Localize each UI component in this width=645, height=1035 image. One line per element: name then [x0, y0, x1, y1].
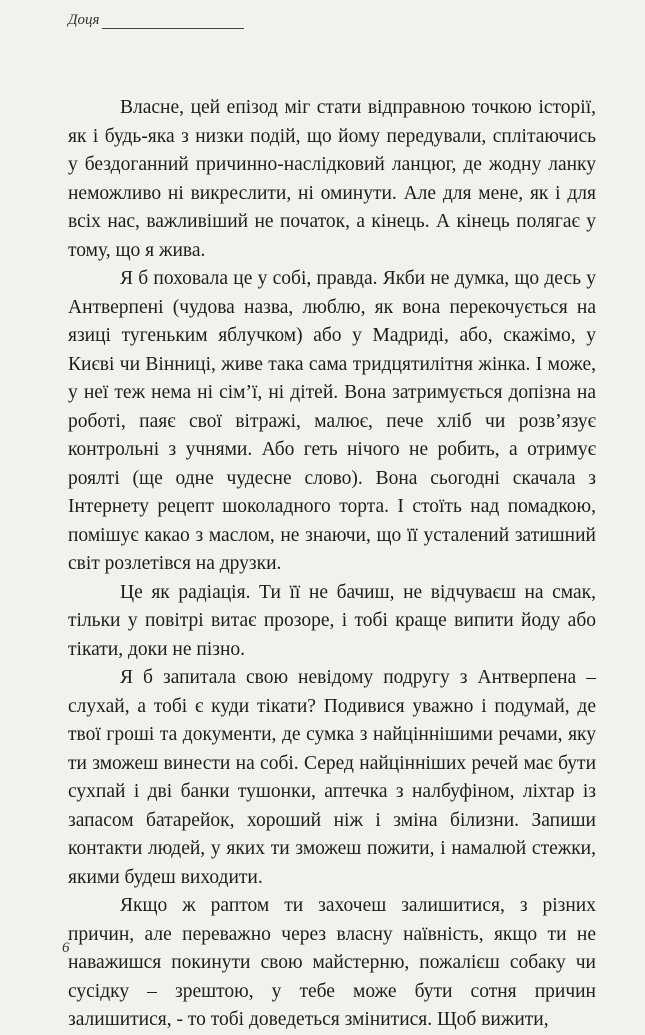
- page-body: [68, 94, 596, 1035]
- header-rule: [102, 14, 244, 29]
- running-header: [68, 12, 244, 29]
- paragraph-3: Це як радіація. Ти її не бачиш, не відчуваєш на смак, тільки у повітрі витає прозоре, і тобі краще випити йоду або тікати, доки не пізно.: [68, 581, 596, 660]
- page-number: 6: [62, 940, 70, 956]
- paragraph-2: Я б поховала це у собі, правда. Якби не думка, що десь у Антверпені (чудова назва, люблю, як вона перекочується на язиці тугеньким яблучком) або у Мадриді, або, скажімо, у Києві чи Вінниці, живе така сама тридцятилітня жінка. І може, у неї теж нема ні сім’ї, ні дітей. Вона затримується допізна на роботі, паяє свої вітражі, малює, пече хліб чи розв’язує контрольні з учнями. Або геть нічого не робить, а отримує роялті (ще одне чудесне слово). Вона сьогодні скачала з Інтернету рецепт шоколадного торта. І стоїть над помадкою, помішує какао з маслом, не знаючи, що її усталений затишний світ розлетівся на друзки.: [68, 268, 596, 574]
- paragraph-5: Якщо ж раптом ти захочеш залишитися, з різних причин, але переважно через власну наївність, якщо ти не наважишся покинути свою майстерню, пожалієш собаку чи сусідку – зрештою, у тебе може бути сотня причин залишитися, - то тобі доведеться змінитися. Щоб вижити,: [68, 895, 596, 1030]
- running-title: Доця: [68, 12, 100, 28]
- paragraph-4: Я б запитала свою невідому подругу з Антверпена – слухай, а тобі є куди тікати? Подивися уважно і подумай, де твої гроші та документи, де сумка з найціннішими речами, яку ти зможеш винести на собі. Серед найцінніших речей має бути сухпай і дві банки тушонки, аптечка з налбуфіном, ліхтар із запасом батарейок, хороший ніж і зміна білизни. Запиши контакти людей, у яких ти зможеш пожити, і намалюй стежки, якими будеш виходити.: [68, 667, 596, 888]
- paragraph-1: Власне, цей епізод міг стати відправною точкою історії, як і будь-яка з низки подій, що йому передували, сплітаючись у бездоганний причинно-наслідковий ланцюг, де жодну ланку неможливо ні викреслити, ні оминути. Але для мене, як і для всіх нас, важливіший не початок, а кінець. А кінець полягає у тому, що я жива.: [68, 97, 596, 261]
